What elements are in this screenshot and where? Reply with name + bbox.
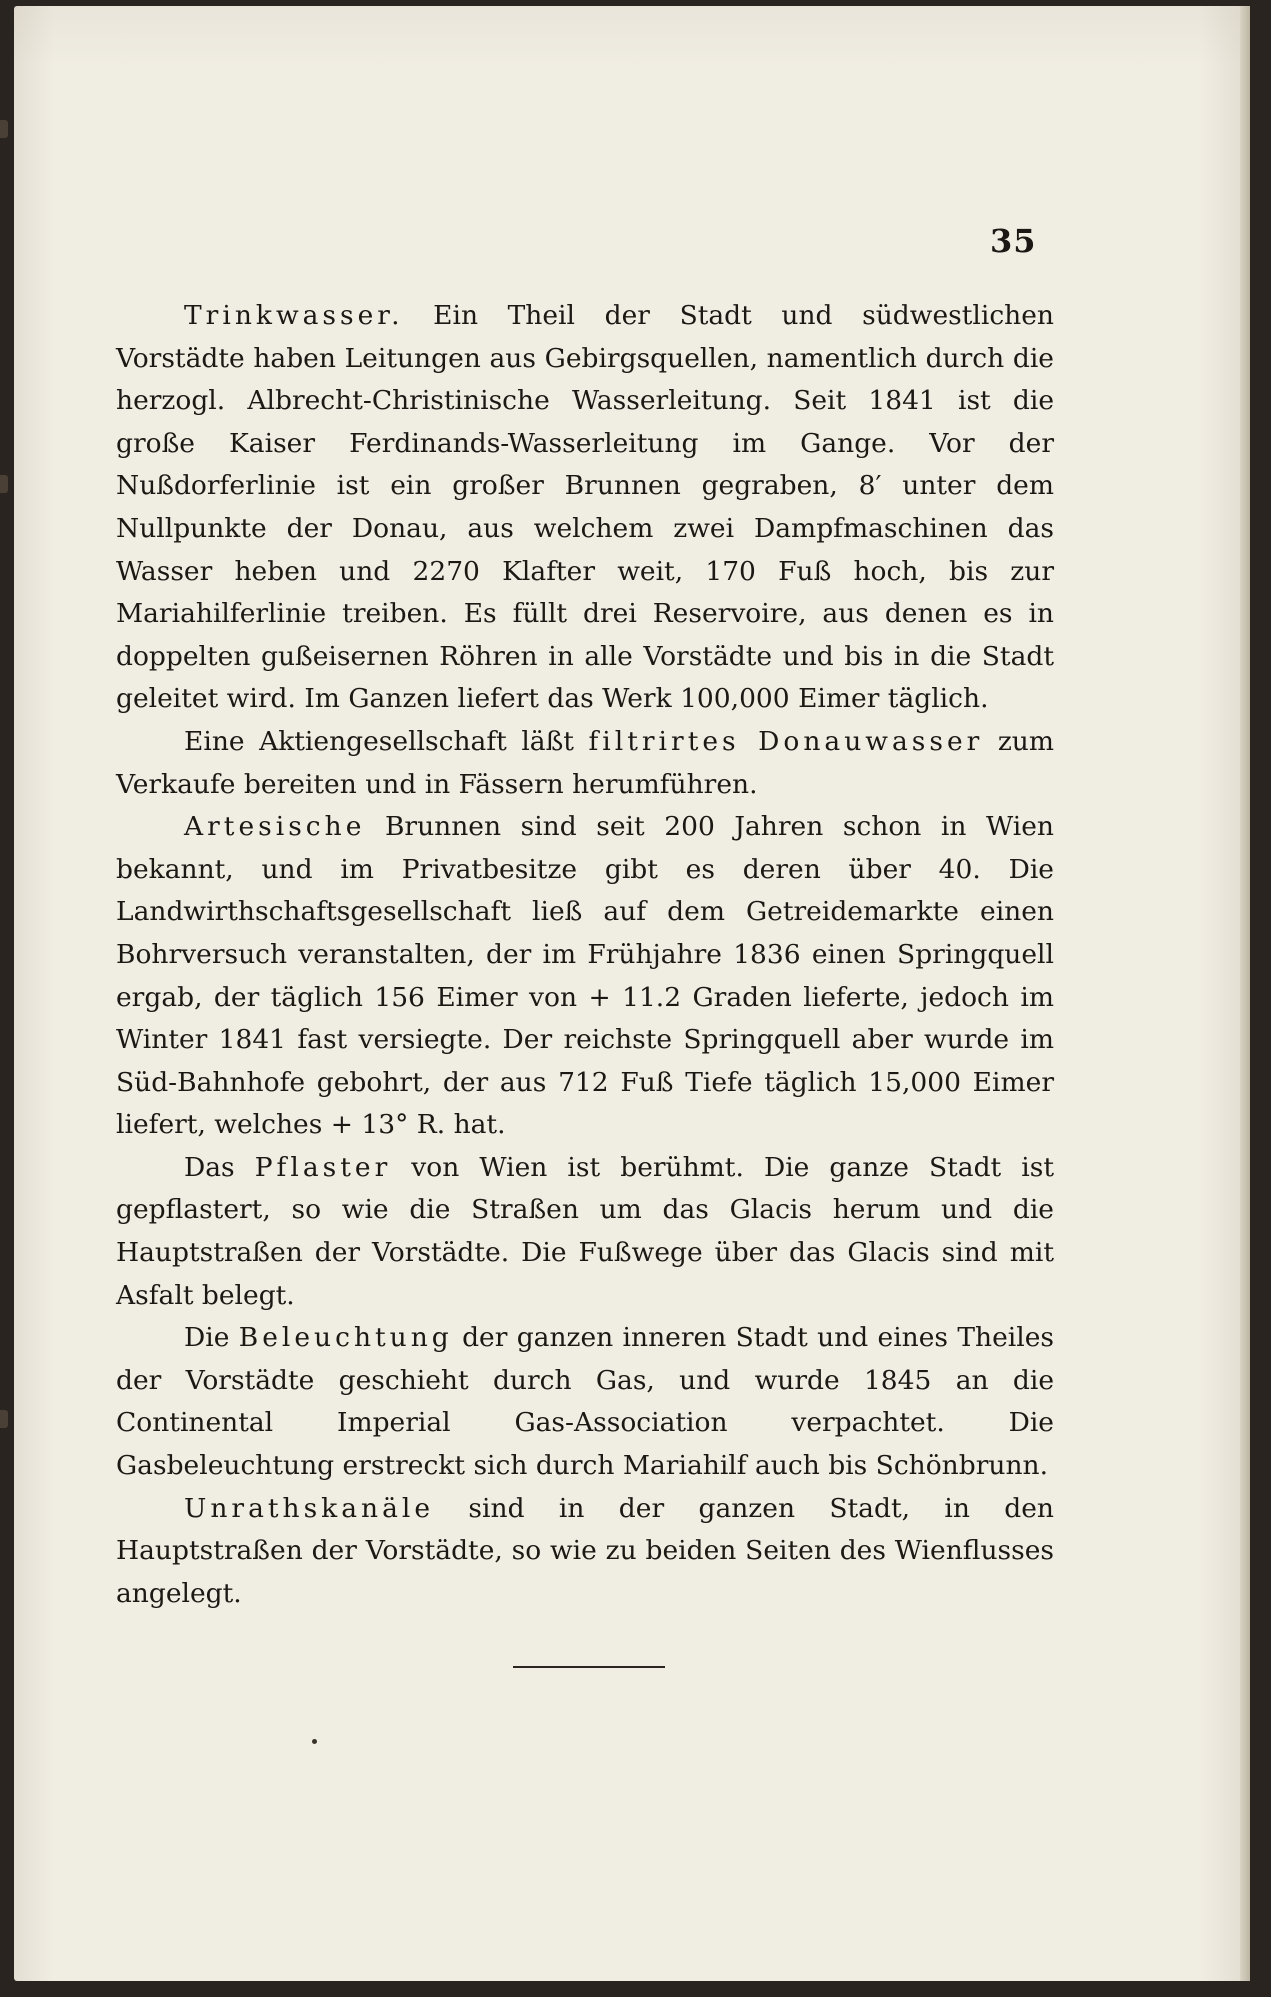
paragraph-lead: Trinkwasser. xyxy=(184,300,404,331)
paragraph-text: sind in der ganzen Stadt, in den Hauptstraßen der Vorstädte, so wie zu beiden Seiten des Wienflusses angelegt. xyxy=(116,1492,1054,1609)
paragraph-emphasis: Pflaster xyxy=(254,1151,392,1183)
binding-mark xyxy=(0,475,8,493)
binding-mark xyxy=(0,120,8,138)
paragraph-aktiengesellschaft xyxy=(116,721,1054,806)
page-edge xyxy=(1240,6,1250,1981)
body-text xyxy=(116,295,1054,1615)
paragraph-artesische-brunnen xyxy=(116,806,1054,1147)
paragraph-text: Die xyxy=(184,1322,239,1354)
paragraph-beleuchtung xyxy=(116,1317,1054,1487)
paragraph-pflaster xyxy=(116,1147,1054,1317)
section-end-rule xyxy=(513,1666,665,1668)
paragraph-text: der ganzen inneren Stadt und eines Theiles der Vorstädte geschieht durch Gas, und wurde 1845 an die Continental Imperial Gas-Association verpachtet. Die Gasbeleuchtung erstreckt sich durch Mariahilf auch bis Schönbrunn. xyxy=(116,1322,1054,1482)
paragraph-text: Eine Aktiengesellschaft läßt xyxy=(184,725,589,757)
page-number: 35 xyxy=(990,222,1037,260)
paragraph-text: Ein Theil der Stadt und südwestlichen Vorstädte haben Leitungen aus Gebirgsquellen, namentlich durch die herzogl. Albrecht-Christinische Wasserleitung. Seit 1841 ist die große Kaiser Ferdinands-Wasserleitung im Gange. Vor der Nußdorferlinie ist ein großer Brunnen gegraben, 8′ unter dem Nullpunkte der Donau, aus welchem zwei Dampfmaschinen das Wasser heben und 2270 Klafter weit, 170 Fuß hoch, bis zur Mariahilferlinie treiben. Es füllt drei Reservoire, aus denen es in doppelten gußeisernen Röhren in alle Vorstädte und bis in die Stadt geleitet wird. Im Ganzen liefert das Werk 100,000 Eimer täglich. xyxy=(116,300,1054,715)
ink-speck xyxy=(312,1739,317,1744)
paragraph-text: Das xyxy=(184,1151,255,1183)
paragraph-emphasis: Beleuchtung xyxy=(238,1322,453,1354)
paragraph-text: zum Verkaufe bereiten und in Fässern herumführen. xyxy=(116,725,1054,800)
paragraph-text: von Wien ist berühmt. Die ganze Stadt ist gepflastert, so wie die Straßen um das Glacis herum und die Hauptstraßen der Vorstädte. Die Fußwege über das Glacis sind mit Asfalt belegt. xyxy=(116,1151,1054,1311)
paragraph-emphasis: filtrirtes Donauwasser xyxy=(588,725,984,757)
paragraph-lead: Unrathskanäle xyxy=(184,1492,435,1524)
binding-mark xyxy=(0,1410,8,1428)
paragraph-lead: Artesische xyxy=(184,811,366,843)
paragraph-unrathskanaele xyxy=(116,1488,1054,1616)
paragraph-text: Brunnen sind seit 200 Jahren schon in Wien bekannt, und im Privatbesitze gibt es deren über 40. Die Landwirthschaftsgesellschaft ließ auf dem Getreidemarkte einen Bohrversuch veranstalten, der im Frühjahre 1836 einen Springquell ergab, der täglich 156 Eimer von + 11.2 Graden lieferte, jedoch im Winter 1841 fast versiegte. Der reichste Springquell aber wurde im Süd-Bahnhofe gebohrt, der aus 712 Fuß Tiefe täglich 15,000 Eimer liefert, welches + 13° R. hat. xyxy=(116,811,1054,1141)
paragraph-trinkwasser xyxy=(116,295,1054,721)
